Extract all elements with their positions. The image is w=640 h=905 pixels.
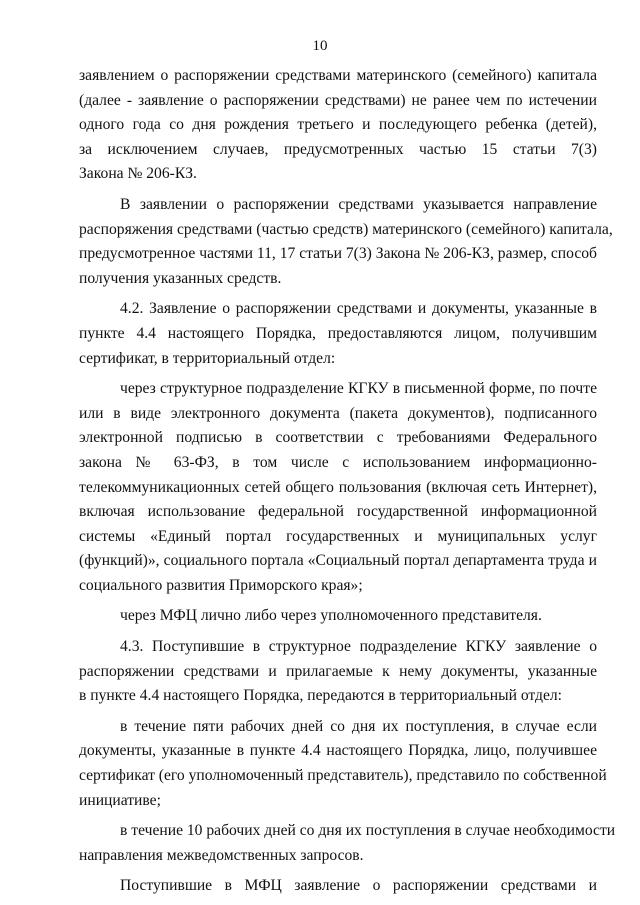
- paragraph: [79, 193, 613, 291]
- text-line: в течение пяти рабочих дней со дня их поступления, в случае если: [120, 717, 597, 735]
- text-line: В заявлении о распоряжении средствами указывается направление: [120, 195, 597, 213]
- text-line: через МФЦ лично либо через уполномоченного представителя.: [120, 607, 542, 625]
- paragraph: [79, 64, 597, 187]
- text-line: электронной подписью в соответствии с требованиями Федерального: [79, 429, 597, 447]
- paragraph: [79, 604, 597, 629]
- paragraph: [79, 297, 597, 371]
- text-line: документы, указанные в пункте 4.4 настоящего Порядка, лицо, получившее: [79, 742, 597, 760]
- text-line: распоряжении средствами и прилагаемые к нему документы, указанные: [79, 662, 597, 680]
- paragraph: [79, 377, 597, 598]
- paragraph: [79, 819, 616, 868]
- paragraph: [79, 874, 597, 899]
- paragraph: [79, 715, 607, 813]
- text-line: телекоммуникационных сетей общего пользования (включая сеть Интернет),: [79, 478, 597, 496]
- text-line: инициативе;: [79, 791, 161, 809]
- text-line: 4.3. Поступившие в структурное подразделение КГКУ заявление о: [120, 638, 597, 656]
- page-number: 10: [312, 38, 328, 54]
- body-text: [79, 64, 616, 899]
- text-line: закона № 63-ФЗ, в том числе с использованием информационно-: [79, 453, 597, 471]
- text-line: в пункте 4.4 настоящего Порядка, передаются в территориальный отдел:: [79, 687, 563, 705]
- text-line: (функций)», социального портала «Социальный портал департамента труда и: [79, 552, 597, 570]
- text-line: системы «Единый портал государственных и муниципальных услуг: [79, 527, 597, 545]
- text-line: 4.2. Заявление о распоряжении средствами и документы, указанные в: [120, 300, 597, 318]
- text-line: Поступившие в МФЦ заявление о распоряжении средствами и: [120, 877, 597, 895]
- text-line: или в виде электронного документа (пакета документов), подписанного: [79, 404, 597, 422]
- text-line: через структурное подразделение КГКУ в письменной форме, по почте: [120, 380, 597, 398]
- text-line: сертификат, в территориальный отдел:: [79, 349, 336, 367]
- text-line: направления межведомственных запросов.: [79, 846, 364, 864]
- text-line: в течение 10 рабочих дней со дня их поступления в случае необходимости: [120, 822, 616, 840]
- text-line: (далее - заявление о распоряжении средствами) не ранее чем по истечении: [79, 91, 597, 109]
- text-line: социального развития Приморского края»;: [79, 576, 363, 594]
- text-line: за исключением случаев, предусмотренных частью 15 статьи 7(3): [79, 140, 597, 158]
- text-line: пункте 4.4 настоящего Порядка, предоставляются лицом, получившим: [79, 324, 597, 342]
- paragraph: [79, 635, 597, 709]
- text-line: распоряжения средствами (частью средств) материнского (семейного) капитала,: [79, 220, 613, 238]
- text-line: получения указанных средств.: [79, 269, 282, 287]
- text-line: предусмотренное частями 11, 17 статьи 7(3) Закона № 206-КЗ, размер, способ: [79, 245, 597, 263]
- text-line: включая использование федеральной государственной информационной: [79, 503, 597, 521]
- text-line: одного года со дня рождения третьего и последующего ребенка (детей),: [79, 116, 597, 134]
- text-line: Закона № 206-КЗ.: [79, 165, 197, 183]
- text-line: сертификат (его уполномоченный представитель), представило по собственной: [79, 767, 607, 785]
- text-line: заявлением о распоряжении средствами материнского (семейного) капитала: [79, 67, 597, 84]
